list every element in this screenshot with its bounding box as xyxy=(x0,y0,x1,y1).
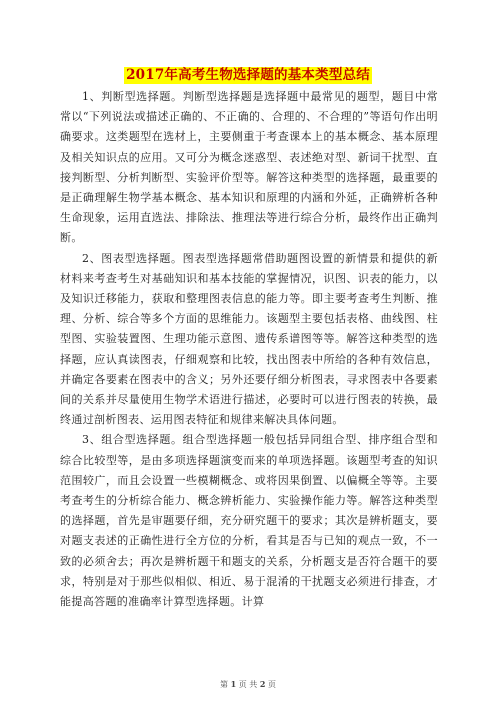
footer-suffix: 页 xyxy=(267,680,276,689)
paragraph-judgment-type: 1、判断型选择题。判断型选择题是选择题中最常见的题型，题目中常常以“下列说法或描述正确的、不正确的、合理的、不合理的”等语句作出明确要求。这类题型在选材上，主要侧重于考查课本上的基本概念、基本原理及相关知识点的应用。又可分为概念迷惑型、表述绝对型、新词干扰型、直接判断型、分析判断型、实验评价型等。解答这种类型的选择题，最重要的是正确理解生物学基本概念、基本知识和原理的内涵和外延，正确辨析各种生命现象，运用直选法、排除法、推理法等进行综合分析，最终作出正确判断。 xyxy=(60,90,438,245)
footer-current-page: 1 xyxy=(230,679,237,689)
paragraph-combination-type: 3、组合型选择题。组合型选择题一般包括异同组合型、排序组合型和综合比较型等，是由多项选择题演变而来的单项选择题。该题型考查的知识范围较广，而且会设置一些模糊概念、或将因果倒置、以偏概全等等。主要考查考生的分析综合能力、概念辨析能力、实验操作能力等。解答这种类型的选择题，首先是审题要仔细，充分研究题干的要求；其次是辨析题支，要对题支表述的正确性进行全方位的分析，看其是否与已知的观点一致，不一致的必须舍去；再次是辨析题干和题支的关系，分析题支是否符合题干的要求，特别是对于那些似相似、相近、易于混淆的干扰题支必须进行排查，才能提高答题的准确率计算型选择题。计算 xyxy=(60,433,438,609)
footer-total-pages: 2 xyxy=(259,679,266,689)
footer-prefix: 第 xyxy=(220,680,229,689)
paragraph-chart-type: 2、图表型选择题。图表型选择题常借助题图设置的新情景和提供的新材料来考查考生对基础知识和基本技能的掌握情况，识图、识表的能力，以及知识迁移能力，获取和整理图表信息的能力等。即主要考查考生判断、推理、分析、综合等多个方面的思维能力。该题型主要包括表格、曲线图、柱型图、实验装置图、生理功能示意图、遗传系谱图等等。解答这种类型的选择题，应认真读图表，仔细观察和比较，找出图表中所给的各种有效信息，并确定各要素在图表中的含义；另外还要仔细分析图表，寻求图表中各要素间的关系并尽量使用生物学术语进行描述，必要时可以进行图表的转换，最终通过剖析图表、运用图表特征和规律来解决具体问题。 xyxy=(60,251,438,427)
title-wrap xyxy=(0,64,496,84)
document-body xyxy=(60,87,438,612)
footer-middle: 页 共 xyxy=(238,680,258,689)
page-footer xyxy=(0,679,496,690)
page-title: 2017年高考生物选择题的基本类型总结 xyxy=(126,67,370,83)
